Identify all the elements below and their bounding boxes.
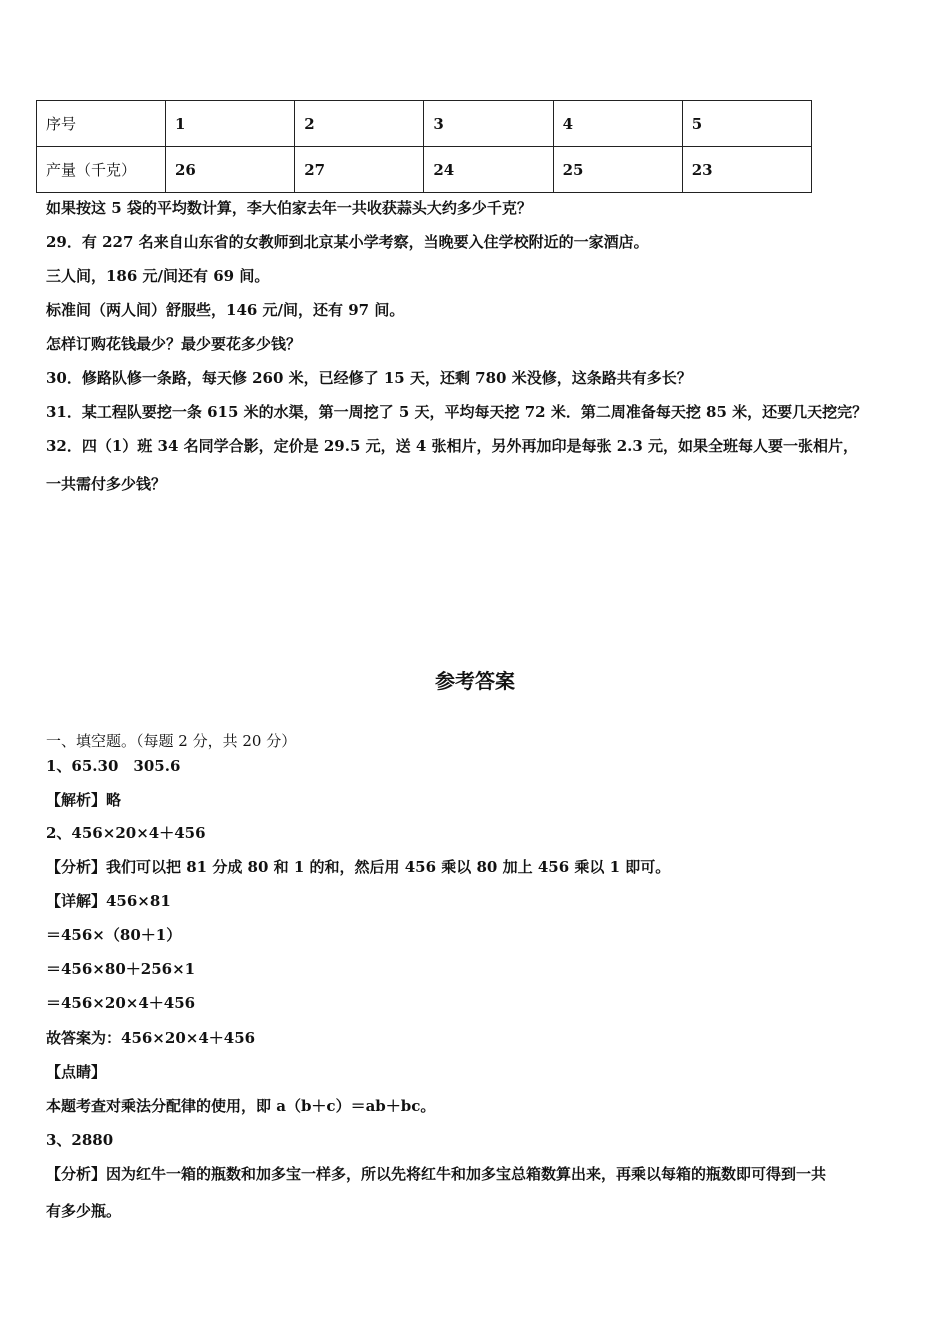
answer-2-result: 故答案为：456×20×4＋456 [46,1029,256,1047]
question-29-line: 三人间，186 元/间还有 69 间。 [46,267,270,285]
answer-2-analysis: 【分析】我们可以把 81 分成 80 和 1 的和，然后用 456 乘以 80 加上 456 乘以 1 即可。 [46,858,671,876]
answer-3-analysis: 有多少瓶。 [46,1202,122,1220]
answer-1: 1、65.30 305.6 [46,757,181,775]
question-32-line: 32．四（1）班 34 名同学合影，定价是 29.5 元，送 4 张相片，另外再加印是每张 2.3 元，如果全班每人要一张相片， [46,437,859,455]
table-cell: 3 [424,101,553,147]
answer-3: 3、2880 [46,1131,114,1149]
question-30-text: 30．修路队修一条路，每天修 260 米，已经修了 15 天，还剩 780 米没修，这条路共有多长？ [46,369,692,387]
answer-2: 2、456×20×4＋456 [46,824,206,842]
table-cell: 1 [166,101,295,147]
table-cell: 23 [682,147,811,193]
answer-2-highlight: 【点睛】 [46,1063,107,1081]
answer-2-step: ＝456×（80＋1） [46,926,182,944]
answer-2-step: ＝456×20×4＋456 [46,994,196,1012]
question-29-line: 怎样订购花钱最少？最少要花多少钱？ [46,335,302,353]
answer-3-analysis: 【分析】因为红牛一箱的瓶数和加多宝一样多，所以先将红牛和加多宝总箱数算出来，再乘以每箱的瓶数即可得到一共 [46,1165,827,1183]
question-28-text: 如果按这 5 袋的平均数计算，李大伯家去年一共收获蒜头大约多少千克？ [46,199,532,217]
table-cell: 25 [553,147,682,193]
answer-2-highlight-text: 本题考查对乘法分配律的使用，即 a（b＋c）＝ab＋bc。 [46,1097,436,1115]
table-cell: 4 [553,101,682,147]
table-cell: 5 [682,101,811,147]
table-cell: 24 [424,147,553,193]
section-heading: 一、填空题。（每题 2 分，共 20 分） [46,732,297,750]
answer-2-detail: 【详解】456×81 [46,892,171,910]
table-row [37,147,812,193]
question-29-line: 标准间（两人间）舒服些，146 元/间，还有 97 间。 [46,301,405,319]
answer-1-analysis: 【解析】略 [46,791,122,809]
table-cell: 产量（千克） [37,147,166,193]
table-cell: 26 [166,147,295,193]
answer-2-step: ＝456×80＋256×1 [46,960,196,978]
table-cell: 27 [295,147,424,193]
yield-table [36,100,812,193]
question-31-text: 31．某工程队要挖一条 615 米的水渠，第一周挖了 5 天，平均每天挖 72 米．第二周准备每天挖 85 米，还要几天挖完？ [46,403,868,421]
table-cell: 序号 [37,101,166,147]
answers-title: 参考答案 [435,669,515,693]
table-row [37,101,812,147]
question-32-line: 一共需付多少钱？ [46,475,167,493]
table-cell: 2 [295,101,424,147]
question-29-line: 29．有 227 名来自山东省的女教师到北京某小学考察，当晚要入住学校附近的一家酒店。 [46,233,649,251]
